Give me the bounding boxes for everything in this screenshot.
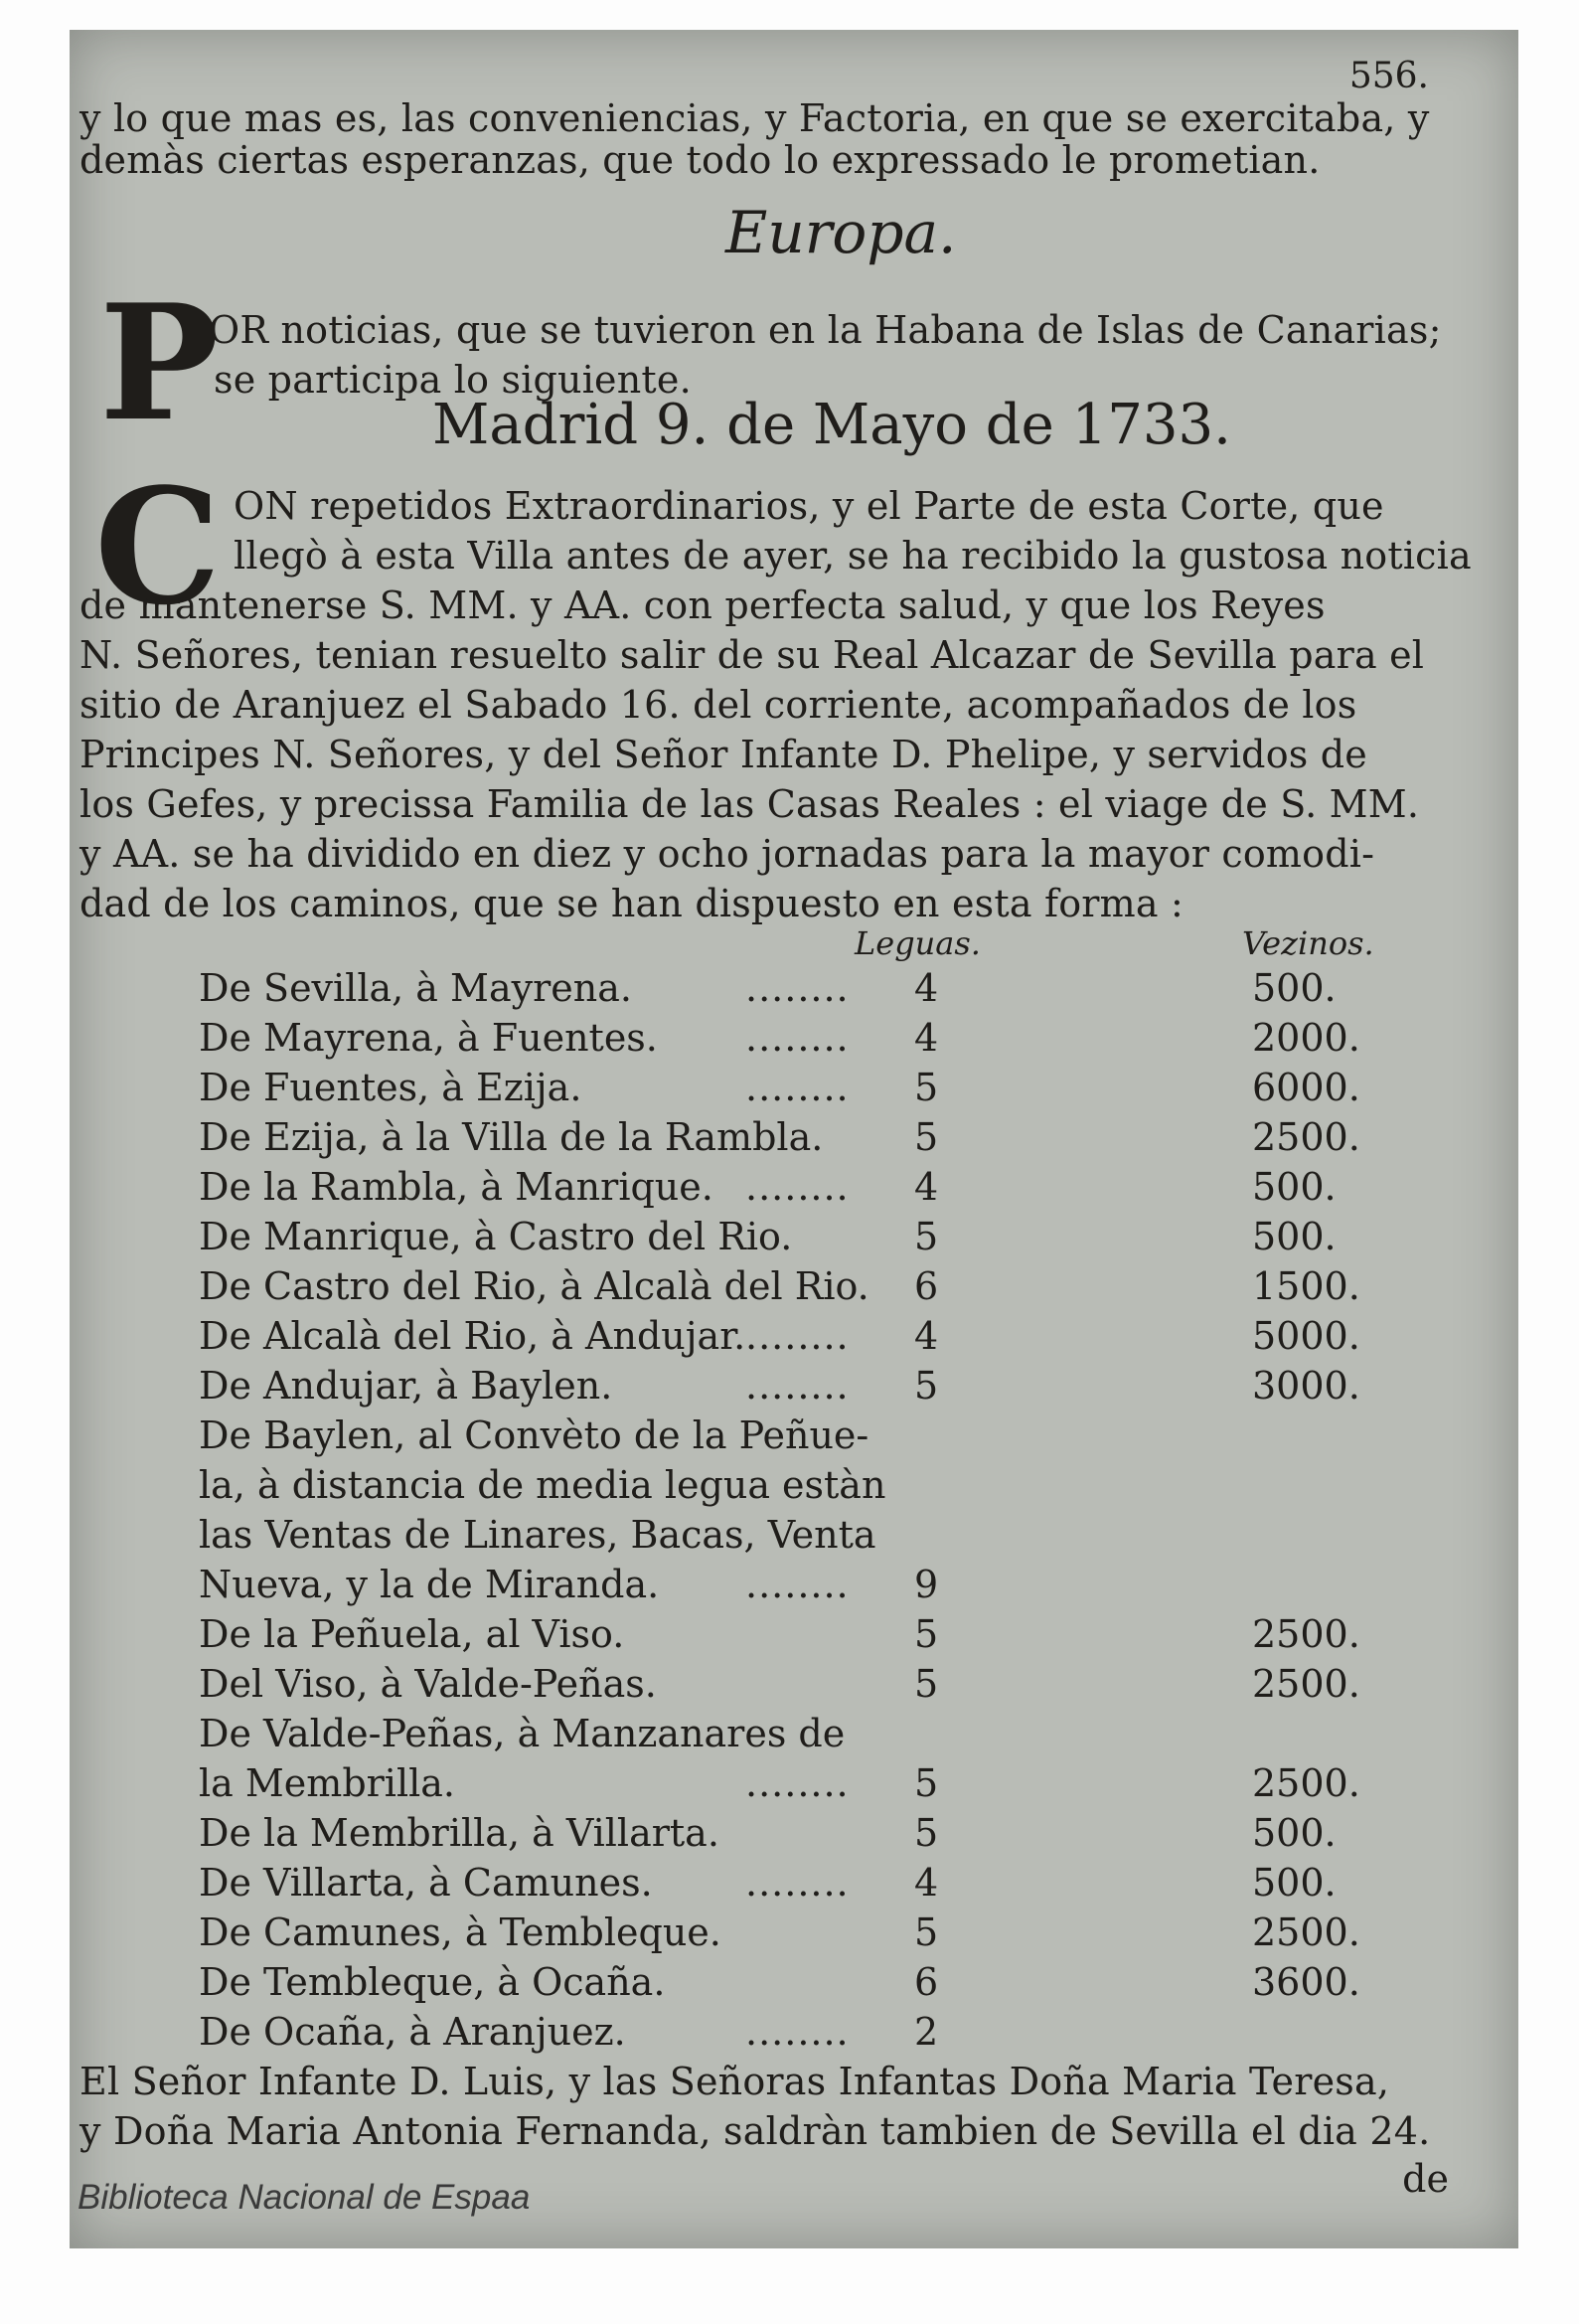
row-place: De Sevilla, à Mayrena.: [199, 966, 632, 1010]
row-leguas: 5: [914, 1761, 939, 1805]
leader-dots: ........: [745, 1364, 850, 1408]
main-line-9: dad de los caminos, que se han dispuesto en esta forma :: [79, 882, 1184, 925]
leader-dots: ........: [745, 1563, 850, 1606]
heading-europa: Europa.: [725, 199, 957, 266]
row-leguas: 5: [914, 1215, 939, 1258]
row-leguas: 9: [914, 1563, 939, 1606]
row-place-line: la Membrilla.: [199, 1761, 456, 1805]
row-place-line: la, à distancia de media legua estàn: [199, 1463, 886, 1507]
leader-dots: ........: [745, 1066, 850, 1109]
row-leguas: 5: [914, 1364, 939, 1408]
row-vezinos: 2500.: [1252, 1612, 1360, 1656]
row-leguas: 4: [914, 966, 939, 1010]
row-vezinos: 1500.: [1252, 1264, 1360, 1308]
row-place: Del Viso, à Valde-Peñas.: [199, 1662, 657, 1706]
leader-dots: ........: [745, 1016, 850, 1060]
leader-dots: ........: [745, 1165, 850, 1209]
row-vezinos: 3000.: [1252, 1364, 1360, 1408]
row-leguas: 4: [914, 1314, 939, 1358]
row-leguas: 5: [914, 1612, 939, 1656]
main-line-8: y AA. se ha dividido en diez y ocho jornadas para la mayor comodi-: [79, 832, 1375, 876]
heading-madrid: Madrid 9. de Mayo de 1733.: [432, 393, 1231, 457]
row-vezinos: 500.: [1252, 1165, 1337, 1209]
noticias-line-2: se participa lo siguiente.: [214, 358, 692, 402]
row-leguas: 6: [914, 1264, 939, 1308]
row-leguas: 4: [914, 1861, 939, 1905]
row-leguas: 5: [914, 1811, 939, 1855]
row-vezinos: 2500.: [1252, 1910, 1360, 1954]
row-vezinos: 3600.: [1252, 1960, 1360, 2004]
row-leguas: 5: [914, 1910, 939, 1954]
row-place: De Ezija, à la Villa de la Rambla.: [199, 1115, 824, 1159]
column-header-vezinos: Vezinos.: [1242, 924, 1374, 962]
scanned-page: [70, 30, 1518, 2248]
row-vezinos: 500.: [1252, 966, 1337, 1010]
row-place: De Tembleque, à Ocaña.: [199, 1960, 666, 2004]
row-leguas: 5: [914, 1115, 939, 1159]
main-line-6: Principes N. Señores, y del Señor Infante D. Phelipe, y servidos de: [79, 733, 1367, 776]
main-line-4: N. Señores, tenian resuelto salir de su Real Alcazar de Sevilla para el: [79, 633, 1425, 677]
row-vezinos: 2500.: [1252, 1115, 1360, 1159]
row-vezinos: 500.: [1252, 1811, 1337, 1855]
row-place-line: Nueva, y la de Miranda.: [199, 1563, 660, 1606]
row-place: De Ocaña, à Aranjuez.: [199, 2010, 626, 2054]
row-vezinos: 500.: [1252, 1215, 1337, 1258]
row-place: De Andujar, à Baylen.: [199, 1364, 613, 1408]
row-place: De Fuentes, à Ezija.: [199, 1066, 582, 1109]
row-place-line: De Baylen, al Convèto de la Peñue-: [199, 1413, 869, 1457]
leader-dots: ........: [745, 1861, 850, 1905]
drop-cap-c: C: [94, 453, 222, 640]
row-leguas: 2: [914, 2010, 939, 2054]
drop-cap-p: P: [99, 269, 220, 456]
row-place: De la Rambla, à Manrique.: [199, 1165, 713, 1209]
row-place: De Manrique, à Castro del Rio.: [199, 1215, 793, 1258]
row-place: De la Membrilla, à Villarta.: [199, 1811, 719, 1855]
column-header-leguas: Leguas.: [855, 924, 981, 962]
main-line-1: ON repetidos Extraordinarios, y el Parte de esta Corte, que: [234, 484, 1384, 528]
row-place: De Villarta, à Camunes.: [199, 1861, 653, 1905]
top-line-2: demàs ciertas esperanzas, que todo lo expressado le prometian.: [79, 138, 1321, 182]
main-line-5: sitio de Aranjuez el Sabado 16. del corriente, acompañados de los: [79, 683, 1357, 727]
row-vezinos: 6000.: [1252, 1066, 1360, 1109]
row-place: De Castro del Rio, à Alcalà del Rio.: [199, 1264, 869, 1308]
row-leguas: 5: [914, 1066, 939, 1109]
closing-line-1: El Señor Infante D. Luis, y las Señoras Infantas Doña Maria Teresa,: [79, 2060, 1390, 2103]
main-line-7: los Gefes, y precissa Familia de las Casas Reales : el viage de S. MM.: [79, 782, 1420, 826]
leader-dots: ........: [745, 1761, 850, 1805]
row-place-line: De Valde-Peñas, à Manzanares de: [199, 1712, 846, 1755]
row-place-line: las Ventas de Linares, Bacas, Venta: [199, 1513, 876, 1557]
row-vezinos: 2000.: [1252, 1016, 1360, 1060]
row-vezinos: 2500.: [1252, 1662, 1360, 1706]
row-place: De Camunes, à Tembleque.: [199, 1910, 721, 1954]
row-leguas: 4: [914, 1165, 939, 1209]
row-vezinos: 500.: [1252, 1861, 1337, 1905]
catchword: de: [1402, 2157, 1449, 2201]
row-place: De Mayrena, à Fuentes.: [199, 1016, 658, 1060]
library-credit: Biblioteca Nacional de Espaa: [78, 2178, 531, 2217]
closing-line-2: y Doña Maria Antonia Fernanda, saldràn tambien de Sevilla el dia 24.: [79, 2109, 1431, 2153]
leader-dots: ........: [745, 966, 850, 1010]
leader-dots: ........: [745, 2010, 850, 2054]
row-leguas: 5: [914, 1662, 939, 1706]
row-leguas: 4: [914, 1016, 939, 1060]
row-vezinos: 2500.: [1252, 1761, 1360, 1805]
main-line-3: de mantenerse S. MM. y AA. con perfecta salud, y que los Reyes: [79, 583, 1326, 627]
row-vezinos: 5000.: [1252, 1314, 1360, 1358]
top-line-1: y lo que mas es, las conveniencias, y Factoria, en que se exercitaba, y: [79, 96, 1430, 140]
noticias-line-1: OR noticias, que se tuvieron en la Habana de Islas de Canarias;: [209, 308, 1442, 352]
page-number: 556.: [1348, 56, 1429, 96]
leader-dots: ........: [745, 1314, 850, 1358]
row-leguas: 6: [914, 1960, 939, 2004]
row-place: De la Peñuela, al Viso.: [199, 1612, 625, 1656]
row-place: De Alcalà del Rio, à Andujar.: [199, 1314, 746, 1358]
main-line-2: llegò à esta Villa antes de ayer, se ha recibido la gustosa noticia: [234, 534, 1472, 578]
